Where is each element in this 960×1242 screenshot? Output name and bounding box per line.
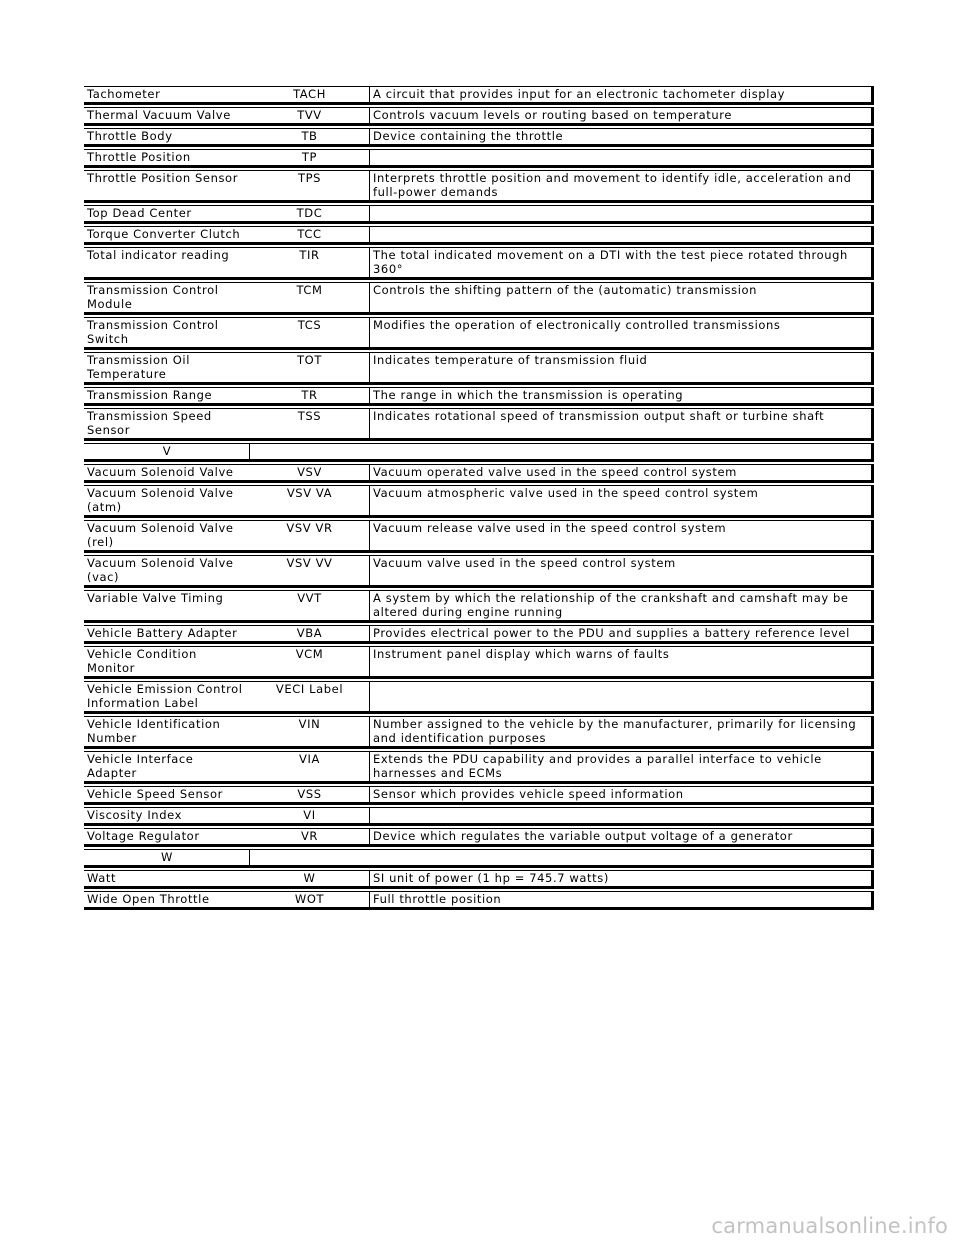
term-cell: Vacuum Solenoid Valve (atm) <box>87 486 234 514</box>
term-cell: Vehicle Speed Sensor <box>87 787 223 801</box>
term-cell: Vehicle Battery Adapter <box>87 626 238 640</box>
description-cell: Indicates temperature of transmission fluid <box>369 353 871 382</box>
abbreviation-cell: WOT <box>294 892 325 906</box>
table-row <box>84 870 874 889</box>
abbreviation-cell: VI <box>303 808 316 822</box>
abbreviation-cell: TR <box>301 388 318 402</box>
term-cell: Wide Open Throttle <box>87 892 210 906</box>
term-cell: Watt <box>87 871 117 885</box>
abbreviation-cell: VSV <box>297 465 322 479</box>
abbreviation-cell: W <box>303 871 316 885</box>
abbreviation-cell: TSS <box>297 409 322 423</box>
table-row <box>84 170 874 203</box>
description-cell: Vacuum release valve used in the speed control system <box>369 521 871 550</box>
abbreviation-cell: VECI Label <box>275 682 344 696</box>
table-row <box>84 408 874 441</box>
description-cell <box>369 227 871 242</box>
term-cell: Vehicle Emission Control Information Label <box>87 682 243 710</box>
section-letter: W <box>161 850 173 864</box>
table-row <box>84 828 874 847</box>
abbreviation-cell: VIA <box>299 752 320 766</box>
abbreviation-cell: TPS <box>297 171 322 185</box>
abbreviation-cell: TVV <box>297 108 322 122</box>
table-row <box>84 317 874 350</box>
section-blank-cell <box>249 850 871 865</box>
table-row <box>84 590 874 623</box>
abbreviation-cell: TIR <box>299 248 320 262</box>
term-cell: Vehicle Identification Number <box>87 717 221 745</box>
term-cell: Variable Valve Timing <box>87 591 224 605</box>
footer-watermark: carmanualsonline.info <box>711 1214 948 1238</box>
abbreviation-cell: VSS <box>297 787 322 801</box>
term-cell: Throttle Body <box>87 129 173 143</box>
term-cell: Throttle Position <box>87 150 191 164</box>
table-row <box>84 485 874 518</box>
term-cell: Top Dead Center <box>87 206 192 220</box>
section-header-row <box>84 443 874 462</box>
description-cell: Controls the shifting pattern of the (automatic) transmission <box>369 283 871 312</box>
table-row <box>84 352 874 385</box>
term-cell: Transmission Control Switch <box>87 318 219 346</box>
term-cell: Voltage Regulator <box>87 829 200 843</box>
term-cell: Vehicle Interface Adapter <box>87 752 194 780</box>
table-row <box>84 891 874 910</box>
table-row <box>84 716 874 749</box>
section-header-row <box>84 849 874 868</box>
section-blank-cell <box>249 444 871 459</box>
term-cell: Transmission Oil Temperature <box>87 353 190 381</box>
term-cell: Total indicator reading <box>87 248 230 262</box>
description-cell: SI unit of power (1 hp = 745.7 watts) <box>369 871 871 886</box>
table-row <box>84 86 874 105</box>
table-row <box>84 282 874 315</box>
description-cell: Instrument panel display which warns of faults <box>369 647 871 676</box>
term-cell: Throttle Position Sensor <box>87 171 239 185</box>
table-row <box>84 646 874 679</box>
description-cell <box>369 808 871 823</box>
term-cell: Transmission Range <box>87 388 213 402</box>
abbreviation-cell: TB <box>301 129 318 143</box>
description-cell: Controls vacuum levels or routing based on temperature <box>369 108 871 123</box>
abbreviation-cell: VBA <box>296 626 323 640</box>
description-cell: Vacuum atmospheric valve used in the speed control system <box>369 486 871 515</box>
table-row <box>84 107 874 126</box>
table-row <box>84 205 874 224</box>
description-cell: Full throttle position <box>369 892 871 907</box>
abbreviation-cell: TCC <box>297 227 322 241</box>
table-row <box>84 807 874 826</box>
description-cell: Vacuum operated valve used in the speed control system <box>369 465 871 480</box>
term-cell: Transmission Speed Sensor <box>87 409 212 437</box>
term-cell: Vehicle Condition Monitor <box>87 647 197 675</box>
description-cell: Indicates rotational speed of transmission output shaft or turbine shaft <box>369 409 871 438</box>
description-cell: The range in which the transmission is operating <box>369 388 871 403</box>
table-row <box>84 625 874 644</box>
abbreviation-cell: TCS <box>297 318 322 332</box>
description-cell: A circuit that provides input for an electronic tachometer display <box>369 87 871 102</box>
term-cell: Tachometer <box>87 87 161 101</box>
description-cell <box>369 682 871 711</box>
description-cell: Interprets throttle position and movement to identify idle, acceleration and full-power demands <box>369 171 871 200</box>
description-cell: Sensor which provides vehicle speed information <box>369 787 871 802</box>
table-row <box>84 387 874 406</box>
term-cell: Thermal Vacuum Valve <box>87 108 231 122</box>
table-row <box>84 520 874 553</box>
description-cell: Extends the PDU capability and provides a parallel interface to vehicle harnesses and ECMs <box>369 752 871 781</box>
table-row <box>84 464 874 483</box>
table-row <box>84 226 874 245</box>
description-cell: Device which regulates the variable output voltage of a generator <box>369 829 871 844</box>
abbreviation-cell: VCM <box>295 647 324 661</box>
table-row <box>84 786 874 805</box>
description-cell: The total indicated movement on a DTI with the test piece rotated through 360° <box>369 248 871 277</box>
abbreviation-cell: VSV VA <box>286 486 333 500</box>
abbreviation-cell: TP <box>301 150 318 164</box>
abbreviation-cell: VIN <box>298 717 321 731</box>
section-letter: V <box>162 444 172 458</box>
abbreviation-cell: TDC <box>296 206 323 220</box>
description-cell: Provides electrical power to the PDU and supplies a battery reference level <box>369 626 871 641</box>
abbreviation-cell: VVT <box>297 591 322 605</box>
abbreviation-cell: TCM <box>296 283 323 297</box>
description-cell <box>369 150 871 165</box>
abbreviation-cell: VSV VV <box>286 556 333 570</box>
abbreviation-cell: TACH <box>293 87 326 101</box>
description-cell <box>369 206 871 221</box>
term-cell: Viscosity Index <box>87 808 182 822</box>
description-cell: Device containing the throttle <box>369 129 871 144</box>
table-row <box>84 751 874 784</box>
table-row <box>84 128 874 147</box>
table-row <box>84 247 874 280</box>
description-cell: A system by which the relationship of the crankshaft and camshaft may be altered during engine running <box>369 591 871 620</box>
table-row <box>84 555 874 588</box>
term-cell: Vacuum Solenoid Valve (rel) <box>87 521 234 549</box>
term-cell: Vacuum Solenoid Valve (vac) <box>87 556 234 584</box>
description-cell: Number assigned to the vehicle by the manufacturer, primarily for licensing and identification purposes <box>369 717 871 746</box>
term-cell: Torque Converter Clutch <box>87 227 241 241</box>
abbreviation-cell: VSV VR <box>286 521 333 535</box>
abbreviation-cell: TOT <box>297 353 322 367</box>
term-cell: Transmission Control Module <box>87 283 219 311</box>
table-row <box>84 149 874 168</box>
description-cell: Modifies the operation of electronically controlled transmissions <box>369 318 871 347</box>
abbreviation-cell: VR <box>300 829 319 843</box>
term-cell: Vacuum Solenoid Valve <box>87 465 234 479</box>
description-cell: Vacuum valve used in the speed control system <box>369 556 871 585</box>
table-row <box>84 681 874 714</box>
glossary-table <box>84 86 874 912</box>
